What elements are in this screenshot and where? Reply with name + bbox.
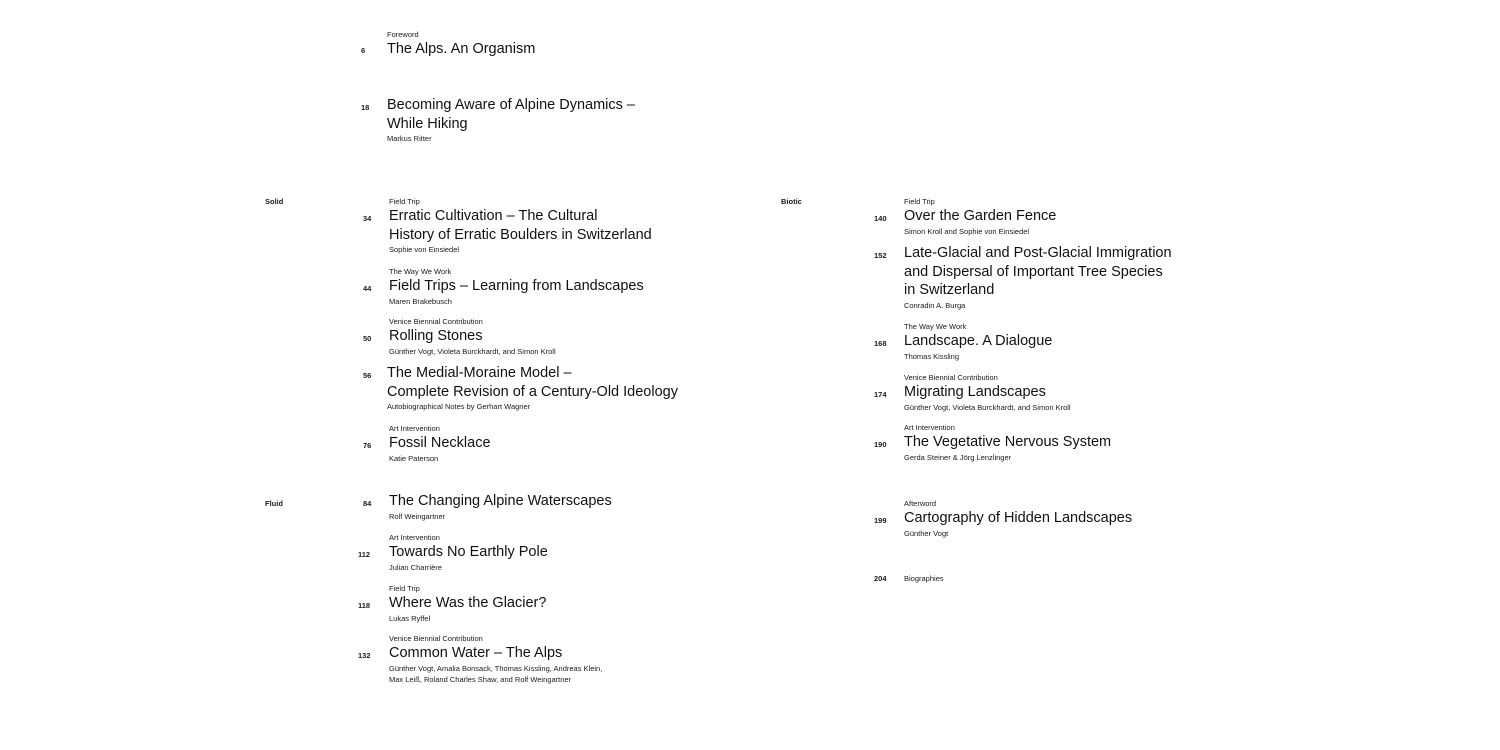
entry-author: Lukas Ryffel [389,613,431,623]
toc-entry [363,317,769,357]
toc-entry [874,244,1284,311]
toc-entry [363,424,769,464]
entry-author: Autobiographical Notes by Gerhart Wagner [387,402,531,411]
entry-author: Günther Vogt, Violeta Burckhardt, and Simon Kroll [389,346,556,356]
entry-kicker: Art Intervention [389,424,440,433]
entry-title: The Changing Alpine Waterscapes [389,493,612,509]
toc-entry [874,373,1284,413]
entry-label: Biographies [904,574,944,583]
entry-title: Common Water – The Alps [389,645,563,661]
page-number: 18 [361,103,370,112]
entry-title: Migrating Landscapes [904,384,1046,400]
toc-entry-afterword [874,499,1284,539]
entry-title: Late-Glacial and Post-Glacial Immigration and Dispersal of Important Tree Species in Switzerland [904,245,1172,298]
page-number: 6 [361,46,366,55]
page-number: 132 [358,651,371,660]
page-number: 152 [874,251,887,260]
entry-author: Günther Vogt, Violeta Burckhardt, and Simon Kroll [904,402,1071,412]
entry-kicker: Afterword [904,499,937,508]
section-label-fluid: Fluid [265,499,283,508]
toc-entry-alpine-dynamics [361,96,747,144]
section-label-biotic: Biotic [781,197,802,206]
entry-title: Rolling Stones [389,328,483,344]
page-number: 174 [874,390,887,399]
entry-kicker: Field Trip [904,197,935,206]
entry-title: Becoming Aware of Alpine Dynamics – While Hiking [387,97,635,132]
entry-title: Erratic Cultivation – The Cultural History of Erratic Boulders in Switzerland [389,208,652,243]
entry-title: Fossil Necklace [389,435,491,451]
section-label-solid: Solid [265,197,284,206]
entry-kicker: Foreword [387,30,419,39]
page-number: 190 [874,440,887,449]
toc-entry [363,364,767,412]
entry-title: Cartography of Hidden Landscapes [904,510,1133,526]
entry-author: Günther Vogt, Amalia Bonsack, Thomas Kissling, Andreas Klein, Max Leiß, Roland Charles Shaw, and Rolf Weingartner [389,663,603,684]
entry-author: Günther Vogt [904,528,949,538]
page-number: 118 [358,601,371,610]
page-number: 168 [874,339,887,348]
toc-entry [363,492,769,522]
toc-entry [874,322,1284,362]
entry-kicker: Venice Biennial Contribution [389,317,483,326]
entry-author: Markus Ritter [387,134,432,143]
toc-entry-foreword [361,30,747,59]
entry-author: Katie Paterson [389,453,439,463]
entry-kicker: Field Trip [389,197,420,206]
entry-kicker: Art Intervention [389,533,440,542]
toc-entry [874,197,1284,237]
entry-title: The Medial-Moraine Model – Complete Revision of a Century-Old Ideology [387,365,678,400]
entry-title: Over the Garden Fence [904,208,1057,224]
toc-entry [358,634,769,685]
entry-kicker: The Way We Work [389,267,452,276]
entry-kicker: Art Intervention [904,423,955,432]
entry-author: Gerda Steiner & Jörg Lenzlinger [904,452,1012,462]
entry-author: Julian Charrière [389,562,442,572]
entry-title: The Alps. An Organism [387,41,536,57]
entry-kicker: The Way We Work [904,322,967,331]
entry-kicker: Field Trip [389,584,420,593]
page-number: 84 [363,499,372,508]
toc-entry [358,584,769,624]
page-number: 44 [363,284,372,293]
entry-title: Field Trips – Learning from Landscapes [389,278,644,294]
toc-entry [874,423,1284,463]
toc-entry [363,197,769,255]
page-number: 76 [363,441,372,450]
page-number: 140 [874,214,887,223]
entry-author: Thomas Kissling [904,351,960,361]
page-number: 56 [363,371,372,380]
entry-title: Where Was the Glacier? [389,595,547,611]
entry-author: Simon Kroll and Sophie von Einsiedel [904,226,1030,236]
entry-author: Rolf Weingartner [389,511,446,521]
entry-author: Maren Brakebusch [389,296,452,306]
entry-title: Towards No Earthly Pole [389,544,548,560]
entry-kicker: Venice Biennial Contribution [389,634,483,643]
toc-entry [363,267,769,307]
page-number: 199 [874,516,887,525]
page-number: 112 [358,550,371,559]
toc-entry-biographies [874,574,1284,584]
entry-title: The Vegetative Nervous System [904,434,1112,450]
page-number: 50 [363,334,372,343]
entry-author: Conradin A. Burga [904,300,966,310]
page-number: 204 [874,574,887,583]
page-number: 34 [363,214,372,223]
entry-author: Sophie von Einsiedel [389,245,460,254]
toc-entry [358,533,769,573]
entry-title: Landscape. A Dialogue [904,333,1053,349]
entry-kicker: Venice Biennial Contribution [904,373,998,382]
